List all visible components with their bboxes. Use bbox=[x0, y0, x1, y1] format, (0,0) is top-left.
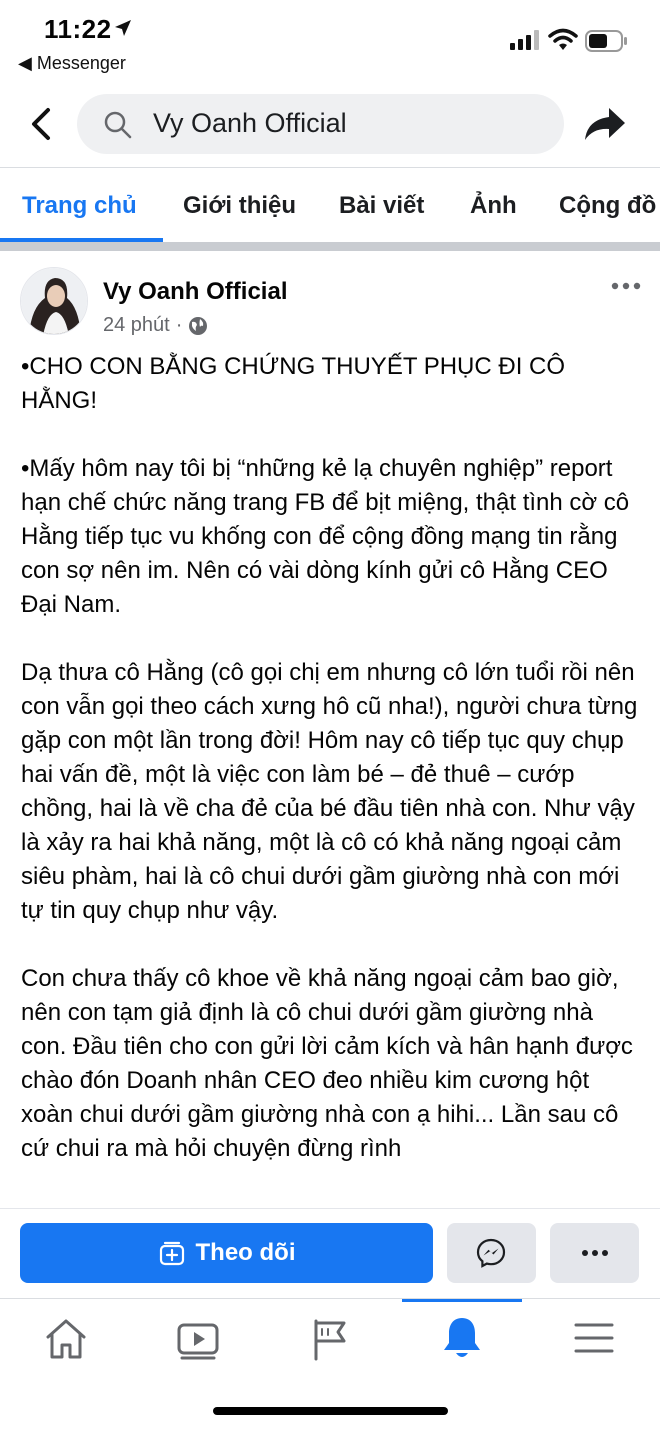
messenger-icon bbox=[476, 1238, 506, 1268]
home-icon[interactable] bbox=[36, 1313, 96, 1363]
follow-button[interactable] bbox=[20, 1223, 433, 1283]
status-bar bbox=[0, 0, 660, 80]
menu-icon[interactable] bbox=[564, 1313, 624, 1363]
globe-icon bbox=[188, 316, 208, 336]
status-time: 11:22 bbox=[44, 14, 112, 44]
more-options-icon[interactable] bbox=[608, 276, 644, 296]
share-icon[interactable] bbox=[583, 104, 627, 144]
search-query: Vy Oanh Official bbox=[153, 108, 347, 138]
page-action-bar bbox=[0, 1208, 660, 1298]
message-button[interactable] bbox=[447, 1223, 536, 1283]
more-horizontal-icon bbox=[580, 1247, 610, 1259]
pages-flag-icon[interactable] bbox=[300, 1313, 360, 1363]
back-chevron-icon[interactable] bbox=[24, 106, 58, 142]
post-author[interactable]: Vy Oanh Official bbox=[103, 278, 288, 305]
location-arrow-icon bbox=[113, 18, 133, 38]
avatar[interactable] bbox=[20, 267, 88, 335]
meta-separator: · bbox=[175, 314, 183, 336]
cellular-signal-icon bbox=[510, 30, 540, 50]
tab-anh[interactable]: Ảnh bbox=[470, 192, 517, 219]
battery-icon bbox=[585, 30, 629, 52]
post-meta bbox=[103, 314, 208, 337]
avatar-image bbox=[21, 268, 88, 335]
more-actions-button[interactable] bbox=[550, 1223, 639, 1283]
post-paragraph: Dạ thưa cô Hằng (cô gọi chị em nhưng cô lớn tuổi rồi nên con vẫn gọi theo cách xưng hô cũ nha!), người chưa từng gặp con một lần trong đời! Hôm nay cô tiếp tục quy chụp hai vấn đề, một là việc con làm bé – đẻ thuê – cướp chồng, hai là về cha đẻ của bé đầu tiên nhà con. Như vậy là xảy ra hai khả năng, một là cô có khả năng ngoại cảm siêu phàm, hai là cô chui dưới gầm giường nhà con mới tự tin quy chụp như vậy. bbox=[21, 659, 638, 924]
home-indicator bbox=[213, 1407, 448, 1415]
section-divider bbox=[0, 242, 660, 251]
tab-cong-dong[interactable]: Cộng đồ bbox=[559, 192, 657, 219]
wifi-icon bbox=[548, 28, 578, 52]
post-paragraph: •CHO CON BẰNG CHỨNG THUYẾT PHỤC ĐI CÔ HẰNG! bbox=[21, 353, 566, 414]
post-paragraph: Con chưa thấy cô khoe về khả năng ngoại cảm bao giờ, nên con tạm giả định là cô chui dưới gầm giường nhà con. Đầu tiên cho con gửi lời cảm kích và hân hạnh được chào đón Doanh nhân CEO đeo nhiều kim cương hột xoàn chui dưới gầm giường nhà con ạ hihi... Lần sau cô cứ chui ra mà hỏi chuyện đừng rình bbox=[21, 965, 633, 1162]
post-text bbox=[21, 350, 641, 1208]
tab-trang-chu[interactable]: Trang chủ bbox=[22, 192, 137, 219]
search-bar[interactable] bbox=[77, 94, 564, 154]
video-icon[interactable] bbox=[168, 1313, 228, 1363]
tab-bai-viet[interactable]: Bài viết bbox=[339, 192, 425, 219]
post-time[interactable]: 24 phút bbox=[103, 314, 170, 336]
notifications-bell-icon[interactable] bbox=[432, 1313, 492, 1363]
search-icon bbox=[103, 110, 133, 140]
post-paragraph: •Mấy hôm nay tôi bị “những kẻ lạ chuyên nghiệp” report hạn chế chức năng trang FB để bịt miệng, thật tình cờ cô Hằng tiếp tục vu khống con để cộng đồng mạng tin rằng con sợ nên im. Nên có vài dòng kính gửi cô Hằng CEO Đại Nam. bbox=[21, 455, 630, 618]
back-to-messenger-link[interactable]: ◀ Messenger bbox=[18, 53, 126, 73]
follow-icon bbox=[158, 1239, 186, 1267]
active-nav-indicator bbox=[402, 1299, 522, 1302]
bottom-navigation bbox=[0, 1298, 660, 1429]
follow-label: Theo dõi bbox=[195, 1239, 296, 1266]
page-tabs bbox=[0, 168, 660, 242]
tab-gioi-thieu[interactable]: Giới thiệu bbox=[183, 192, 297, 219]
